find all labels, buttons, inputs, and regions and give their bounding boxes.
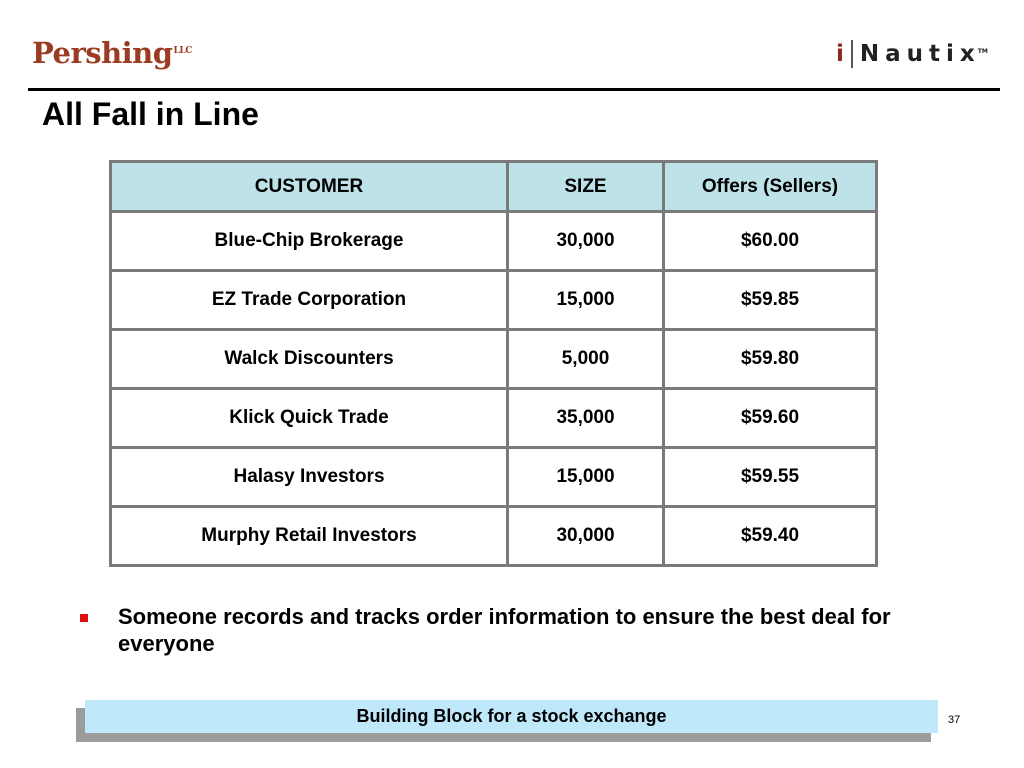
table-row bbox=[111, 271, 877, 330]
cell-offer: $59.40 bbox=[664, 507, 877, 566]
cell-customer: Halasy Investors bbox=[111, 448, 508, 507]
table-row bbox=[111, 389, 877, 448]
cell-customer: Walck Discounters bbox=[111, 330, 508, 389]
cell-customer: Klick Quick Trade bbox=[111, 389, 508, 448]
page-number: 37 bbox=[948, 714, 961, 726]
table-row bbox=[111, 330, 877, 389]
cell-offer: $59.85 bbox=[664, 271, 877, 330]
bullet-text: Someone records and tracks order information to ensure the best deal for everyone bbox=[118, 604, 891, 656]
cell-offer: $59.60 bbox=[664, 389, 877, 448]
table-row bbox=[111, 448, 877, 507]
cell-offer: $59.80 bbox=[664, 330, 877, 389]
inautix-logo bbox=[836, 40, 988, 68]
cell-size: 15,000 bbox=[508, 448, 664, 507]
cell-offer: $59.55 bbox=[664, 448, 877, 507]
inautix-logo-divider bbox=[851, 40, 853, 68]
cell-size: 5,000 bbox=[508, 330, 664, 389]
header-size: SIZE bbox=[508, 162, 664, 212]
cell-size: 15,000 bbox=[508, 271, 664, 330]
order-table bbox=[109, 160, 878, 567]
inautix-logo-prefix: i bbox=[836, 41, 844, 67]
table-header-row bbox=[111, 162, 877, 212]
header-rule bbox=[28, 88, 1000, 91]
cell-size: 30,000 bbox=[508, 212, 664, 271]
cell-customer: Blue-Chip Brokerage bbox=[111, 212, 508, 271]
cell-size: 35,000 bbox=[508, 389, 664, 448]
table-row bbox=[111, 507, 877, 566]
pershing-logo-text: Pershing bbox=[32, 36, 173, 70]
inautix-logo-text: Nautix bbox=[859, 41, 981, 67]
table-row bbox=[111, 212, 877, 271]
inautix-logo-tm: TM bbox=[977, 48, 988, 55]
cell-offer: $60.00 bbox=[664, 212, 877, 271]
pershing-logo-suffix: LLC bbox=[173, 46, 192, 56]
cell-customer: Murphy Retail Investors bbox=[111, 507, 508, 566]
bullet-marker bbox=[80, 614, 88, 622]
cell-customer: EZ Trade Corporation bbox=[111, 271, 508, 330]
header-customer: CUSTOMER bbox=[111, 162, 508, 212]
banner: Building Block for a stock exchange bbox=[85, 700, 938, 733]
slide-title: All Fall in Line bbox=[42, 96, 259, 132]
pershing-logo bbox=[32, 36, 192, 70]
cell-size: 30,000 bbox=[508, 507, 664, 566]
header-offers: Offers (Sellers) bbox=[664, 162, 877, 212]
